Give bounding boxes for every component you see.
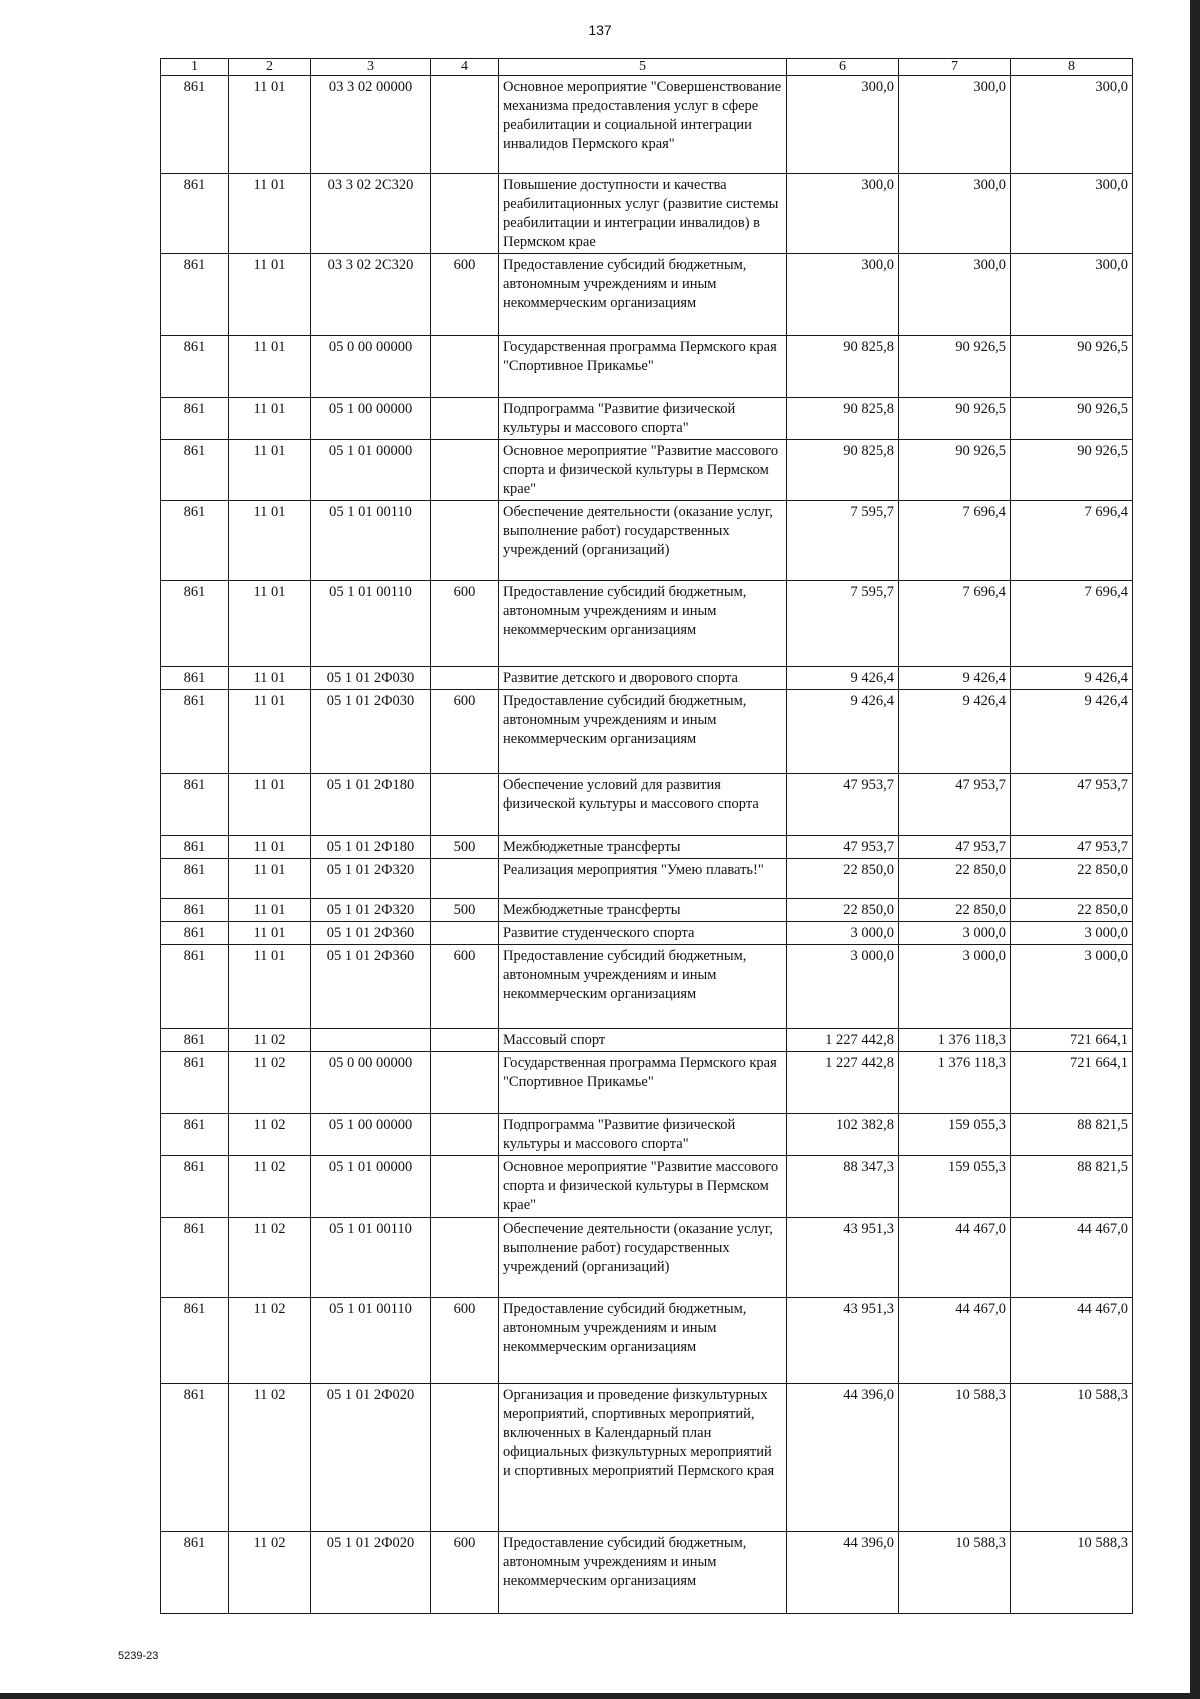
amount-col6-cell: 3 000,0 [787,922,899,945]
section-code-cell: 11 01 [229,859,311,899]
amount-col8-cell: 9 426,4 [1011,667,1133,690]
grbs-code-cell: 861 [161,859,229,899]
amount-col8-cell: 44 467,0 [1011,1298,1133,1384]
amount-col6-cell: 9 426,4 [787,667,899,690]
table-row [161,1156,1133,1218]
section-code-cell: 11 02 [229,1114,311,1156]
description-cell: Повышение доступности и качества реабилитационных услуг (развитие системы реабилитации и интеграции инвалидов) в Пермском крае [499,174,787,254]
section-code-cell: 11 01 [229,174,311,254]
target-article-cell: 05 1 00 00000 [311,1114,431,1156]
amount-col7-cell: 10 588,3 [899,1384,1011,1532]
grbs-code-cell: 861 [161,1218,229,1298]
amount-col7-cell: 7 696,4 [899,581,1011,667]
grbs-code-cell: 861 [161,254,229,336]
section-code-cell: 11 02 [229,1156,311,1218]
expense-type-cell [431,174,499,254]
target-article-cell: 03 3 02 2С320 [311,254,431,336]
table-row [161,859,1133,899]
section-code-cell: 11 01 [229,398,311,440]
section-code-cell: 11 01 [229,667,311,690]
amount-col7-cell: 300,0 [899,174,1011,254]
amount-col8-cell: 10 588,3 [1011,1384,1133,1532]
grbs-code-cell: 861 [161,1532,229,1614]
grbs-code-cell: 861 [161,690,229,774]
amount-col8-cell: 3 000,0 [1011,922,1133,945]
amount-col8-cell: 10 588,3 [1011,1532,1133,1614]
table-row [161,1532,1133,1614]
description-cell: Предоставление субсидий бюджетным, автономным учреждениям и иным некоммерческим организациям [499,1298,787,1384]
section-code-cell: 11 01 [229,440,311,501]
expense-type-cell [431,501,499,581]
table-row [161,1114,1133,1156]
table-row [161,774,1133,836]
description-cell: Основное мероприятие "Совершенствование механизма предоставления услуг в сфере реабилитации и социальной интеграции инвалидов Пермского края" [499,76,787,174]
amount-col8-cell: 47 953,7 [1011,774,1133,836]
header-cell: 4 [431,59,499,76]
expense-type-cell [431,440,499,501]
amount-col6-cell: 47 953,7 [787,836,899,859]
amount-col7-cell: 3 000,0 [899,922,1011,945]
description-cell: Обеспечение деятельности (оказание услуг, выполнение работ) государственных учреждений (организаций) [499,501,787,581]
target-article-cell: 05 1 01 00110 [311,1218,431,1298]
table-row [161,690,1133,774]
expense-type-cell [431,1029,499,1052]
expense-type-cell [431,922,499,945]
section-code-cell: 11 01 [229,774,311,836]
target-article-cell: 05 1 01 2Ф180 [311,836,431,859]
expense-type-cell [431,667,499,690]
amount-col6-cell: 43 951,3 [787,1218,899,1298]
expense-type-cell [431,859,499,899]
section-code-cell: 11 02 [229,1029,311,1052]
amount-col6-cell: 1 227 442,8 [787,1029,899,1052]
section-code-cell: 11 02 [229,1532,311,1614]
amount-col7-cell: 7 696,4 [899,501,1011,581]
amount-col8-cell: 90 926,5 [1011,336,1133,398]
grbs-code-cell: 861 [161,1114,229,1156]
amount-col6-cell: 44 396,0 [787,1532,899,1614]
grbs-code-cell: 861 [161,774,229,836]
grbs-code-cell: 861 [161,1384,229,1532]
table-header-row [161,59,1133,76]
target-article-cell: 05 1 01 2Ф320 [311,899,431,922]
amount-col8-cell: 721 664,1 [1011,1052,1133,1114]
table-row [161,1052,1133,1114]
target-article-cell: 05 1 01 2Ф360 [311,945,431,1029]
expense-type-cell [431,398,499,440]
amount-col6-cell: 22 850,0 [787,859,899,899]
description-cell: Подпрограмма "Развитие физической культуры и массового спорта" [499,1114,787,1156]
amount-col8-cell: 44 467,0 [1011,1218,1133,1298]
section-code-cell: 11 02 [229,1384,311,1532]
amount-col6-cell: 1 227 442,8 [787,1052,899,1114]
section-code-cell: 11 01 [229,336,311,398]
amount-col8-cell: 9 426,4 [1011,690,1133,774]
expense-type-cell [431,1384,499,1532]
table-row [161,1218,1133,1298]
amount-col6-cell: 102 382,8 [787,1114,899,1156]
description-cell: Предоставление субсидий бюджетным, автономным учреждениям и иным некоммерческим организациям [499,945,787,1029]
expense-type-cell: 500 [431,899,499,922]
target-article-cell: 05 1 01 00000 [311,1156,431,1218]
grbs-code-cell: 861 [161,1298,229,1384]
amount-col6-cell: 43 951,3 [787,1298,899,1384]
section-code-cell: 11 02 [229,1218,311,1298]
description-cell: Реализация мероприятия "Умею плавать!" [499,859,787,899]
description-cell: Межбюджетные трансферты [499,899,787,922]
description-cell: Развитие детского и дворового спорта [499,667,787,690]
amount-col8-cell: 300,0 [1011,76,1133,174]
description-cell: Основное мероприятие "Развитие массового спорта и физической культуры в Пермском крае" [499,440,787,501]
section-code-cell: 11 01 [229,899,311,922]
target-article-cell: 05 1 01 2Ф030 [311,667,431,690]
header-cell: 1 [161,59,229,76]
section-code-cell: 11 02 [229,1298,311,1384]
target-article-cell: 03 3 02 00000 [311,76,431,174]
grbs-code-cell: 861 [161,836,229,859]
description-cell: Основное мероприятие "Развитие массового спорта и физической культуры в Пермском крае" [499,1156,787,1218]
grbs-code-cell: 861 [161,1052,229,1114]
amount-col6-cell: 88 347,3 [787,1156,899,1218]
target-article-cell: 05 1 01 2Ф360 [311,922,431,945]
table-row [161,899,1133,922]
amount-col7-cell: 9 426,4 [899,667,1011,690]
amount-col8-cell: 300,0 [1011,174,1133,254]
grbs-code-cell: 861 [161,667,229,690]
table-row [161,336,1133,398]
description-cell: Предоставление субсидий бюджетным, автономным учреждениям и иным некоммерческим организациям [499,690,787,774]
amount-col6-cell: 300,0 [787,174,899,254]
amount-col7-cell: 9 426,4 [899,690,1011,774]
expense-type-cell: 600 [431,690,499,774]
description-cell: Межбюджетные трансферты [499,836,787,859]
target-article-cell: 05 1 01 00110 [311,501,431,581]
target-article-cell: 05 1 01 00110 [311,581,431,667]
grbs-code-cell: 861 [161,1156,229,1218]
amount-col7-cell: 22 850,0 [899,859,1011,899]
amount-col6-cell: 9 426,4 [787,690,899,774]
table-row [161,1029,1133,1052]
description-cell: Массовый спорт [499,1029,787,1052]
grbs-code-cell: 861 [161,440,229,501]
description-cell: Государственная программа Пермского края "Спортивное Прикамье" [499,336,787,398]
amount-col7-cell: 1 376 118,3 [899,1052,1011,1114]
amount-col8-cell: 7 696,4 [1011,501,1133,581]
header-cell: 5 [499,59,787,76]
amount-col8-cell: 22 850,0 [1011,899,1133,922]
expense-type-cell [431,336,499,398]
target-article-cell: 05 0 00 00000 [311,336,431,398]
target-article-cell: 05 1 01 2Ф020 [311,1532,431,1614]
table-row [161,254,1133,336]
section-code-cell: 11 01 [229,922,311,945]
description-cell: Государственная программа Пермского края "Спортивное Прикамье" [499,1052,787,1114]
amount-col8-cell: 47 953,7 [1011,836,1133,859]
grbs-code-cell: 861 [161,501,229,581]
amount-col6-cell: 90 825,8 [787,336,899,398]
amount-col7-cell: 159 055,3 [899,1156,1011,1218]
amount-col7-cell: 90 926,5 [899,336,1011,398]
expense-type-cell [431,1114,499,1156]
table-row [161,836,1133,859]
expense-type-cell [431,1052,499,1114]
amount-col6-cell: 7 595,7 [787,501,899,581]
description-cell: Подпрограмма "Развитие физической культуры и массового спорта" [499,398,787,440]
target-article-cell: 05 0 00 00000 [311,1052,431,1114]
grbs-code-cell: 861 [161,581,229,667]
target-article-cell: 03 3 02 2С320 [311,174,431,254]
grbs-code-cell: 861 [161,76,229,174]
table-row [161,1384,1133,1532]
target-article-cell: 05 1 01 2Ф030 [311,690,431,774]
amount-col7-cell: 47 953,7 [899,774,1011,836]
header-cell: 2 [229,59,311,76]
section-code-cell: 11 01 [229,76,311,174]
expense-type-cell [431,1156,499,1218]
description-cell: Обеспечение деятельности (оказание услуг, выполнение работ) государственных учреждений (организаций) [499,1218,787,1298]
amount-col6-cell: 44 396,0 [787,1384,899,1532]
amount-col6-cell: 3 000,0 [787,945,899,1029]
grbs-code-cell: 861 [161,336,229,398]
amount-col8-cell: 7 696,4 [1011,581,1133,667]
target-article-cell: 05 1 01 00000 [311,440,431,501]
amount-col6-cell: 300,0 [787,76,899,174]
target-article-cell: 05 1 01 00110 [311,1298,431,1384]
section-code-cell: 11 02 [229,1052,311,1114]
expense-type-cell: 600 [431,1298,499,1384]
section-code-cell: 11 01 [229,581,311,667]
scan-edge-bottom [0,1693,1200,1699]
section-code-cell: 11 01 [229,690,311,774]
grbs-code-cell: 861 [161,1029,229,1052]
table-row [161,174,1133,254]
table-row [161,398,1133,440]
scan-edge-right [1190,0,1200,1699]
grbs-code-cell: 861 [161,899,229,922]
page-number: 137 [588,22,612,38]
target-article-cell: 05 1 01 2Ф180 [311,774,431,836]
table-row [161,667,1133,690]
section-code-cell: 11 01 [229,945,311,1029]
amount-col8-cell: 3 000,0 [1011,945,1133,1029]
amount-col7-cell: 1 376 118,3 [899,1029,1011,1052]
amount-col6-cell: 90 825,8 [787,398,899,440]
description-cell: Предоставление субсидий бюджетным, автономным учреждениям и иным некоммерческим организациям [499,581,787,667]
section-code-cell: 11 01 [229,501,311,581]
table-row [161,1298,1133,1384]
grbs-code-cell: 861 [161,174,229,254]
description-cell: Обеспечение условий для развития физической культуры и массового спорта [499,774,787,836]
header-cell: 3 [311,59,431,76]
table-body [161,76,1133,1614]
amount-col8-cell: 22 850,0 [1011,859,1133,899]
amount-col8-cell: 88 821,5 [1011,1114,1133,1156]
amount-col7-cell: 300,0 [899,76,1011,174]
amount-col7-cell: 44 467,0 [899,1218,1011,1298]
amount-col7-cell: 22 850,0 [899,899,1011,922]
amount-col7-cell: 44 467,0 [899,1298,1011,1384]
amount-col7-cell: 47 953,7 [899,836,1011,859]
section-code-cell: 11 01 [229,254,311,336]
expense-type-cell: 600 [431,581,499,667]
target-article-cell: 05 1 00 00000 [311,398,431,440]
expense-type-cell: 600 [431,945,499,1029]
section-code-cell: 11 01 [229,836,311,859]
header-cell: 7 [899,59,1011,76]
table-row [161,945,1133,1029]
amount-col7-cell: 90 926,5 [899,440,1011,501]
target-article-cell: 05 1 01 2Ф020 [311,1384,431,1532]
table-row [161,440,1133,501]
description-cell: Развитие студенческого спорта [499,922,787,945]
expense-type-cell: 500 [431,836,499,859]
grbs-code-cell: 861 [161,398,229,440]
document-code: 5239-23 [118,1650,159,1662]
grbs-code-cell: 861 [161,922,229,945]
amount-col8-cell: 88 821,5 [1011,1156,1133,1218]
amount-col8-cell: 300,0 [1011,254,1133,336]
amount-col6-cell: 90 825,8 [787,440,899,501]
table-row [161,922,1133,945]
target-article-cell [311,1029,431,1052]
amount-col7-cell: 10 588,3 [899,1532,1011,1614]
amount-col6-cell: 300,0 [787,254,899,336]
amount-col7-cell: 90 926,5 [899,398,1011,440]
expense-type-cell [431,76,499,174]
table-row [161,76,1133,174]
expense-type-cell [431,1218,499,1298]
amount-col6-cell: 22 850,0 [787,899,899,922]
description-cell: Предоставление субсидий бюджетным, автономным учреждениям и иным некоммерческим организациям [499,254,787,336]
expense-type-cell [431,774,499,836]
description-cell: Предоставление субсидий бюджетным, автономным учреждениям и иным некоммерческим организациям [499,1532,787,1614]
amount-col8-cell: 90 926,5 [1011,440,1133,501]
amount-col8-cell: 90 926,5 [1011,398,1133,440]
amount-col7-cell: 300,0 [899,254,1011,336]
amount-col7-cell: 159 055,3 [899,1114,1011,1156]
grbs-code-cell: 861 [161,945,229,1029]
amount-col6-cell: 47 953,7 [787,774,899,836]
table-row [161,581,1133,667]
description-cell: Организация и проведение физкультурных мероприятий, спортивных мероприятий, включенных в Календарный план официальных физкультурных мероприятий и спортивных мероприятий Пермского края [499,1384,787,1532]
header-cell: 8 [1011,59,1133,76]
target-article-cell: 05 1 01 2Ф320 [311,859,431,899]
amount-col7-cell: 3 000,0 [899,945,1011,1029]
expense-type-cell: 600 [431,254,499,336]
amount-col6-cell: 7 595,7 [787,581,899,667]
amount-col8-cell: 721 664,1 [1011,1029,1133,1052]
budget-table [160,58,1133,1614]
header-cell: 6 [787,59,899,76]
table-row [161,501,1133,581]
expense-type-cell: 600 [431,1532,499,1614]
